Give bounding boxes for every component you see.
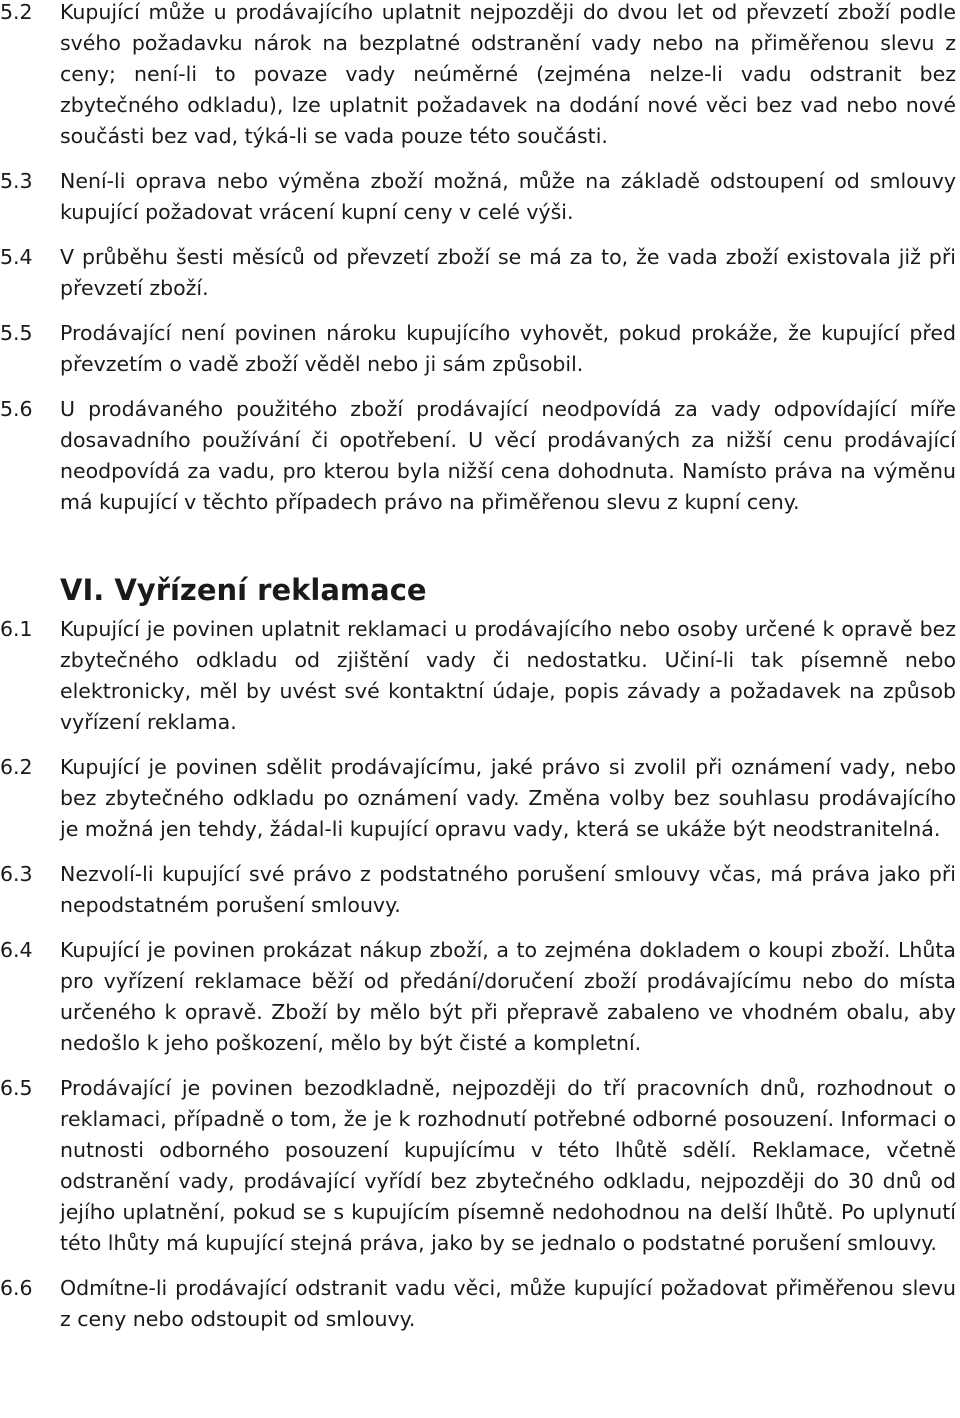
clause-number: 5.4 [0,245,33,269]
clause-6-3 [0,859,960,921]
clause-5-5 [0,318,960,380]
clause-number: 6.4 [0,938,33,962]
section-heading: VI. Vyřízení reklamace [60,573,427,607]
clause-text: Kupující může u prodávajícího uplatnit nejpozději do dvou let od převzetí zboží podle svého požadavku nárok na bezplatné odstranění vady nebo na přiměřenou slevu z ceny; není-li to povaze vady neúměrné (zejména nelze-li vadu odstranit bez zbytečného odkladu), lze uplatnit požadavek na dodání nové věci bez vad nebo nové součásti bez vad, týká-li se vada pouze této součásti. [60,0,956,148]
clause-text: Kupující je povinen uplatnit reklamaci u prodávajícího nebo osoby určené k opravě bez zbytečného odkladu od zjištění vady či nedostatku. Učiní-li tak písemně nebo elektronicky, měl by uvést své kontaktní údaje, popis závady a požadavek na způsob vyřízení reklama. [60,617,956,734]
clause-number: 6.6 [0,1276,33,1300]
clause-number: 6.2 [0,755,33,779]
clause-number: 6.1 [0,617,33,641]
clause-number: 5.3 [0,169,33,193]
clause-number: 6.3 [0,862,33,886]
clause-5-3 [0,166,960,228]
clause-text: Kupující je povinen sdělit prodávajícímu, jaké právo si zvolil při oznámení vady, nebo bez zbytečného odkladu po oznámení vady. Změna volby bez souhlasu prodávajícího je možná jen tehdy, žádal-li kupující opravu vady, která se ukáže být neodstranitelná. [60,755,956,841]
clause-6-5 [0,1073,960,1259]
clause-6-2 [0,752,960,845]
clause-6-6 [0,1273,960,1335]
clause-text: Odmítne-li prodávající odstranit vadu věci, může kupující požadovat přiměřenou slevu z ceny nebo odstoupit od smlouvy. [60,1276,956,1331]
clause-6-1 [0,614,960,738]
clause-text: Nezvolí-li kupující své právo z podstatného porušení smlouvy včas, má práva jako při nepodstatném porušení smlouvy. [60,862,956,917]
clause-5-6 [0,394,960,518]
clause-number: 5.2 [0,0,33,24]
clause-number: 5.5 [0,321,33,345]
clause-text: Kupující je povinen prokázat nákup zboží, a to zejména dokladem o koupi zboží. Lhůta pro vyřízení reklamace běží od předání/doručení zboží prodávajícímu nebo do místa určeného k opravě. Zboží by mělo být při přepravě zabaleno ve vhodném obalu, aby nedošlo k jeho poškození, mělo by být čisté a kompletní. [60,938,956,1055]
clause-number: 5.6 [0,397,33,421]
clause-text: Není-li oprava nebo výměna zboží možná, může na základě odstoupení od smlouvy kupující požadovat vrácení kupní ceny v celé výši. [60,169,956,224]
clause-number: 6.5 [0,1076,33,1100]
clause-text: Prodávající není povinen nároku kupujícího vyhovět, pokud prokáže, že kupující před převzetím o vadě zboží věděl nebo ji sám způsobil. [60,321,956,376]
clause-text: V průběhu šesti měsíců od převzetí zboží se má za to, že vada zboží existovala již při převzetí zboží. [60,245,956,300]
clause-5-4 [0,242,960,304]
clause-text: U prodávaného použitého zboží prodávající neodpovídá za vady odpovídající míře dosavadního používání či opotřebení. U věcí prodávaných za nižší cenu prodávající neodpovídá za vadu, pro kterou byla nižší cena dohodnuta. Namísto práva na výměnu má kupující v těchto případech právo na přiměřenou slevu z kupní ceny. [60,397,956,514]
clause-5-2 [0,0,960,152]
clause-text: Prodávající je povinen bezodkladně, nejpozději do tří pracovních dnů, rozhodnout o reklamaci, případně o tom, že je k rozhodnutí potřebné odborné posouzení. Informaci o nutnosti odborného posouzení kupujícímu v této lhůtě sdělí. Reklamace, včetně odstranění vady, prodávající vyřídí bez zbytečného odkladu, nejpozději do 30 dnů od jejího uplatnění, pokud se s kupujícím písemně nedohodnou na delší lhůtě. Po uplynutí této lhůty má kupující stejná práva, jako by se jednalo o podstatné porušení smlouvy. [60,1076,956,1255]
clause-6-4 [0,935,960,1059]
